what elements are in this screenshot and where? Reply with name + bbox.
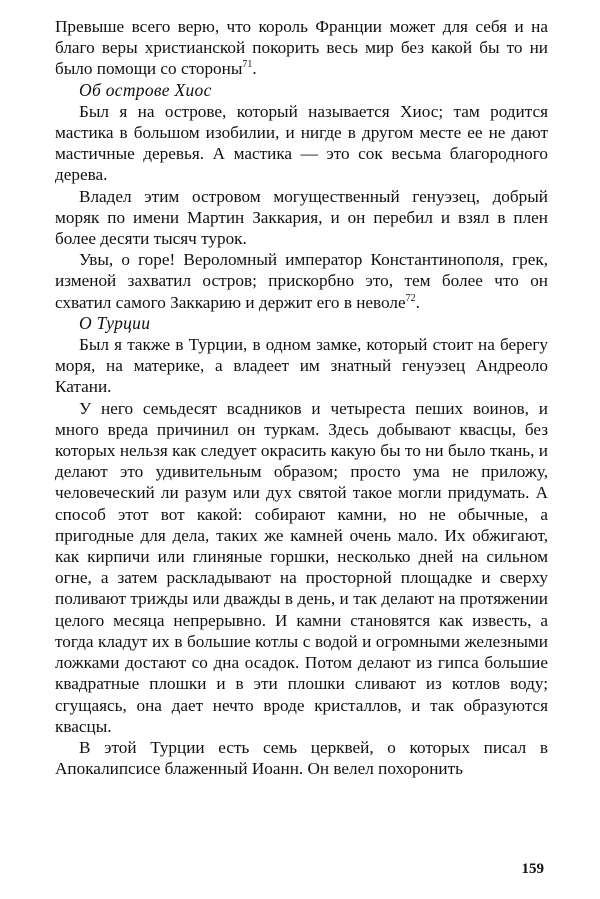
footnote-ref-72: 72	[405, 292, 416, 304]
intro-paragraph	[55, 16, 548, 80]
turkey-paragraph-2: У него семьдесят всадников и четыреста пеших воинов, и много вреда причинил он туркам. Здесь добывают квасцы, без которых нельзя как следует окрасить какую бы то ни было ткань, и делают это удивительным образом; просто ума не приложу, человеческий ли разум или дух святой такое могли придумать. А способ этот вот какой: собирают камни, но не обычные, а пригодные для дела, таких же камней очень мало. Их обжигают, как кирпичи или глиняные горшки, несколько дней на сильном огне, а затем раскладывают на просторной площадке и сверху поливают трижды или дважды в день, и так делают на протяжении целого месяца непрерывно. И камни становятся как известь, а тогда кладут их в большие котлы с водой и огромными железными ложками достают со дна осадок. Потом делают из гипса большие квадратные плошки и в эти плошки сливают из котлов воду; сгущаясь, она дает нечто вроде кристаллов, и так образуются квасцы.	[55, 398, 548, 736]
footnote-ref-71: 71	[242, 59, 253, 71]
section-heading-turkey: О Турции	[79, 312, 151, 333]
text-column	[55, 16, 548, 779]
turkey-paragraph-3: В этой Турции есть семь церквей, о которых писал в Апокалипсисе блаженный Иоанн. Он велел похоронить	[55, 737, 548, 779]
chios-paragraph-3-text: Увы, о горе! Вероломный император Константинополя, грек, изменой захватил остров; прискорбно это, тем более что он схватил самого Заккарию и держит его в неволе	[55, 250, 548, 312]
chios-paragraph-1: Был я на острове, который называется Хиос; там родится мастика в большом изобилии, и нигде в другом месте ее не дают мастичные деревья. А мастика — это сок весьма благородного дерева.	[55, 101, 548, 185]
intro-end: .	[252, 59, 257, 79]
section-heading-chios: Об острове Хиос	[79, 79, 212, 100]
intro-text: Превыше всего верю, что король Франции может для себя и на благо веры христианской покорить весь мир без какой бы то ни было помощи со стороны	[55, 17, 548, 79]
page-number: 159	[521, 861, 544, 877]
turkey-paragraph-1: Был я также в Турции, в одном замке, который стоит на берегу моря, на материке, а владеет им знатный генуэзец Андреоло Катани.	[55, 335, 548, 397]
chios-paragraph-3-end: .	[415, 292, 420, 312]
chios-paragraph-3	[55, 249, 548, 313]
chios-paragraph-2: Владел этим островом могущественный генуэзец, добрый моряк по имени Мартин Заккария, и он перебил и взял в плен более десяти тысяч турок.	[55, 186, 548, 249]
